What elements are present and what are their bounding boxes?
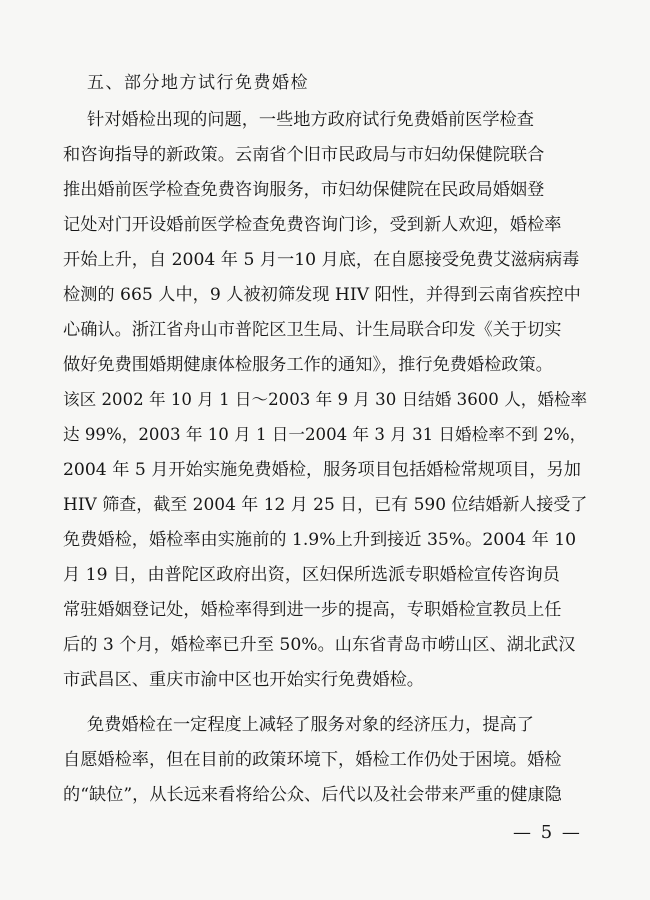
section-heading: 五、部分地方试行免费婚检 (87, 73, 309, 93)
text-line: 后的 3 个月，婚检率已升至 50%。山东省青岛市崂山区、湖北武汉 (63, 635, 576, 655)
text-line: 做好免费围婚期健康体检服务工作的通知》，推行免费婚检政策。 (63, 355, 553, 375)
text-line: 检测的 665 人中，9 人被初筛发现 HIV 阳性，并得到云南省疾控中 (63, 285, 581, 305)
text-line: 记处对门开设婚前医学检查免费咨询门诊，受到新人欢迎，婚检率 (63, 215, 562, 235)
text-line: 2004 年 5 月开始实施免费婚检，服务项目包括婚检常规项目，另加 (63, 460, 581, 480)
text-line: 达 99%，2003 年 10 月 1 日一2004 年 3 月 31 日婚检率不到 2%， (63, 425, 587, 444)
page-number: — 5 — (513, 822, 582, 843)
text-line: 市武昌区、重庆市渝中区也开始实行免费婚检。 (63, 670, 424, 690)
text-line: 心确认。浙江省舟山市普陀区卫生局、计生局联合印发《关于切实 (63, 320, 562, 340)
text-line: 月 19 日，由普陀区政府出资，区妇保所选派专职婚检宣传咨询员 (63, 565, 560, 585)
text-line: 该区 2002 年 10 月 1 日～2003 年 9 月 30 日结婚 3600 人，婚检率 (63, 390, 588, 409)
text-line: 针对婚检出现的问题，一些地方政府试行免费婚前医学检查 (87, 110, 534, 130)
text-line: 自愿婚检率，但在目前的政策环境下，婚检工作仍处于困境。婚检 (63, 750, 562, 770)
text-line: 推出婚前医学检查免费咨询服务，市妇幼保健院在民政局婚姻登 (63, 180, 545, 200)
text-line: HIV 筛查，截至 2004 年 12 月 25 日，已有 590 位结婚新人接受了 (63, 495, 588, 515)
text-line: 开始上升，自 2004 年 5 月一10 月底，在自愿接受免费艾滋病病毒 (63, 250, 580, 270)
text-line: 和咨询指导的新政策。云南省个旧市民政局与市妇幼保健院联合 (63, 145, 545, 165)
text-line: 的“缺位”，从长远来看将给公众、后代以及社会带来严重的健康隐 (63, 785, 562, 805)
text-line: 常驻婚姻登记处，婚检率得到进一步的提高，专职婚检宣教员上任 (63, 600, 562, 620)
text-line: 免费婚检，婚检率由实施前的 1.9%上升到接近 35%。2004 年 10 (63, 530, 577, 550)
text-line: 免费婚检在一定程度上减轻了服务对象的经济压力，提高了 (87, 715, 534, 735)
